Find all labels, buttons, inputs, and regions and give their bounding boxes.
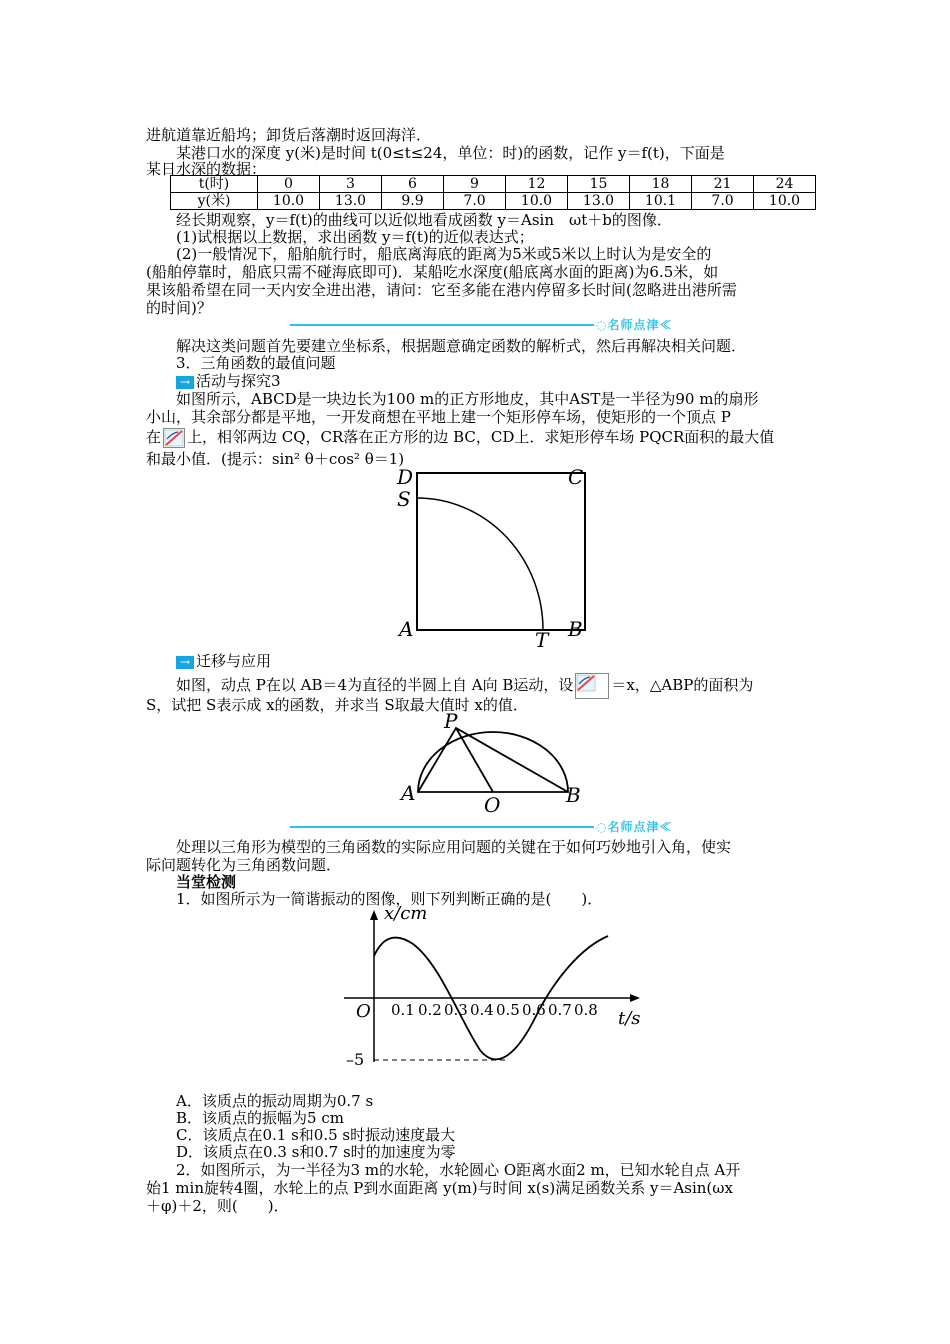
label-d: D — [397, 465, 414, 489]
option-b: B．该质点的振幅为5 cm — [176, 1109, 344, 1127]
semicircle — [418, 732, 568, 792]
table-cell: 0 — [258, 176, 320, 193]
label-p: P — [444, 709, 458, 733]
triangle-lines — [418, 728, 568, 792]
section-separator — [290, 826, 594, 828]
wave-figure — [340, 902, 650, 1074]
observation-line: 经长期观察，y＝f(t)的曲线可以近似地看成函数 y＝Asin ωt＋b的图像． — [176, 211, 672, 229]
question-2-line1: (2)一般情况下，船舶航行时，船底离海底的距离为5米或5米以上时认为是安全的 — [176, 245, 712, 263]
table-cell: 10.0 — [258, 193, 320, 210]
table-row-t — [171, 176, 816, 193]
quiz-q2-line3: ＋φ)＋2，则( )． — [146, 1197, 289, 1215]
question-2-line2: (船舶停靠时，船底只需不碰海底即可)．某船吃水深度(船底离水面的距离)为6.5米，如 — [146, 263, 719, 281]
quiz-q2-line2: 始1 min旋转4圈，水轮上的点 P到水面距离 y(m)与时间 x(s)满足函数关系 y＝Asin(ωx — [146, 1179, 733, 1197]
transfer-heading — [176, 652, 271, 670]
text-span: 如图，动点 P在以 AB＝4为直径的半圆上自 A向 B运动，设 — [176, 676, 574, 694]
label-c: C — [568, 465, 584, 489]
problem-intro-line2: 某港口水的深度 y(米)是时间 t(0≤t≤24，单位：时)的函数，记作 y＝f(t)，下面是 — [176, 144, 725, 162]
table-cell: 7.0 — [444, 193, 506, 210]
x-tick-label: 0.5 — [496, 1001, 520, 1019]
table-cell: t(时) — [171, 176, 258, 193]
x-tick-label: 0.7 — [548, 1001, 572, 1019]
quiz-q1: 1．如图所示为一简谐振动的图像，则下列判断正确的是( )． — [176, 890, 603, 908]
table-row-y — [171, 193, 816, 210]
table-cell: y(米) — [171, 193, 258, 210]
separator-tag: ◌名师点津≪ — [596, 318, 673, 332]
label-b: B — [566, 783, 581, 807]
question-2-line4: 的时间)？ — [146, 299, 212, 317]
table-cell: 10.1 — [630, 193, 692, 210]
text-span: ＝x，△ABP的面积为 — [611, 676, 754, 694]
text-span: 在 — [146, 428, 162, 446]
arrow-icon: → — [176, 376, 194, 389]
square-abcd — [417, 473, 585, 630]
table-cell: 9.9 — [382, 193, 444, 210]
table-cell: 12 — [506, 176, 568, 193]
option-a: A．该质点的振动周期为0.7 s — [176, 1092, 374, 1110]
table-cell: 21 — [692, 176, 754, 193]
table-cell: 10.0 — [506, 193, 568, 210]
transfer-title: 迁移与应用 — [196, 652, 272, 670]
tip-line: 解决这类问题首先要建立坐标系，根据题意确定函数的解析式，然后再解决相关问题． — [176, 337, 747, 355]
quiz-q2-line1: 2．如图所示，为一半径为3 m的水轮，水轮圆心 O距离水面2 m，已知水轮自点 A开 — [176, 1161, 741, 1179]
text-span: 上，相邻两边 CQ，CR落在正方形的边 BC，CD上．求矩形停车场 PQCR面积的最大值 — [187, 428, 775, 446]
label-a: A — [399, 617, 414, 641]
label-b: B — [568, 617, 583, 641]
summary-line1: 处理以三角形为模型的三角函数的实际应用问题的关键在于如何巧妙地引入角，使实 — [176, 838, 732, 856]
x-tick-label: 0.3 — [444, 1001, 468, 1019]
activity-line3 — [146, 428, 774, 448]
square-sector-figure — [388, 464, 600, 650]
table-cell: 13.0 — [320, 193, 382, 210]
label-t: T — [535, 628, 549, 650]
arc-symbol-icon — [575, 673, 609, 699]
transfer-line2: S，试把 S表示成 x的函数，并求当 S取最大值时 x的值． — [146, 696, 528, 714]
x-tick-label: 0.4 — [470, 1001, 494, 1019]
y-tick-label: –5 — [346, 1050, 365, 1069]
label-o: O — [484, 793, 501, 814]
activity-line4: 和最小值．(提示：sin² θ＋cos² θ＝1) — [146, 450, 405, 468]
x-tick-label: 0.8 — [574, 1001, 598, 1019]
section-separator — [290, 324, 594, 326]
table-cell: 13.0 — [568, 193, 630, 210]
option-d: D．该质点在0.3 s和0.7 s时的加速度为零 — [176, 1143, 456, 1161]
table-cell: 6 — [382, 176, 444, 193]
sector-arc — [417, 498, 543, 630]
x-tick-label: 0.1 — [391, 1001, 415, 1019]
activity-heading — [176, 372, 281, 390]
table-cell: 24 — [754, 176, 816, 193]
y-arrow — [370, 910, 378, 920]
arrow-icon: → — [176, 656, 194, 669]
y-label: x/cm — [384, 903, 428, 924]
section-heading-3: 3．三角函数的最值问题 — [176, 354, 336, 372]
activity-line2: 小山，其余部分都是平地，一开发商想在平地上建一个矩形停车场，使矩形的一个顶点 P — [146, 408, 731, 426]
tide-data-table — [170, 175, 816, 210]
table-cell: 18 — [630, 176, 692, 193]
table-cell: 15 — [568, 176, 630, 193]
question-2-line3: 果该船希望在同一天内安全进出港，请问：它至多能在港内停留多长时间(忽略进出港所需 — [146, 281, 737, 299]
arc-symbol-icon — [163, 428, 185, 448]
option-c: C．该质点在0.1 s和0.5 s时振动速度最大 — [176, 1126, 456, 1144]
problem-intro-line3: 某日水深的数据： — [146, 160, 267, 178]
activity-title: 活动与探究3 — [196, 372, 281, 390]
problem-intro-line1: 进航道靠近船坞；卸货后落潮时返回海洋． — [146, 126, 432, 144]
separator-tag: ◌名师点津≪ — [596, 820, 673, 834]
x-tick-label: 0.2 — [418, 1001, 442, 1019]
label-s: S — [397, 487, 411, 511]
table-cell: 10.0 — [754, 193, 816, 210]
label-a: A — [401, 781, 416, 805]
x-arrow — [630, 994, 640, 1002]
x-label: t/s — [618, 1008, 641, 1029]
question-1: (1)试根据以上数据，求出函数 y＝f(t)的近似表达式； — [176, 228, 534, 246]
activity-line1: 如图所示，ABCD是一块边长为100 m的正方形地皮，其中AST是一半径为90 m的扇形 — [176, 390, 759, 408]
origin-label: O — [356, 1001, 371, 1022]
quiz-heading: 当堂检测 — [176, 873, 237, 891]
x-tick-label: 0.6 — [522, 1001, 546, 1019]
semicircle-figure — [398, 708, 588, 814]
table-cell: 7.0 — [692, 193, 754, 210]
table-cell: 9 — [444, 176, 506, 193]
summary-line2: 际问题转化为三角函数问题． — [146, 856, 342, 874]
table-cell: 3 — [320, 176, 382, 193]
